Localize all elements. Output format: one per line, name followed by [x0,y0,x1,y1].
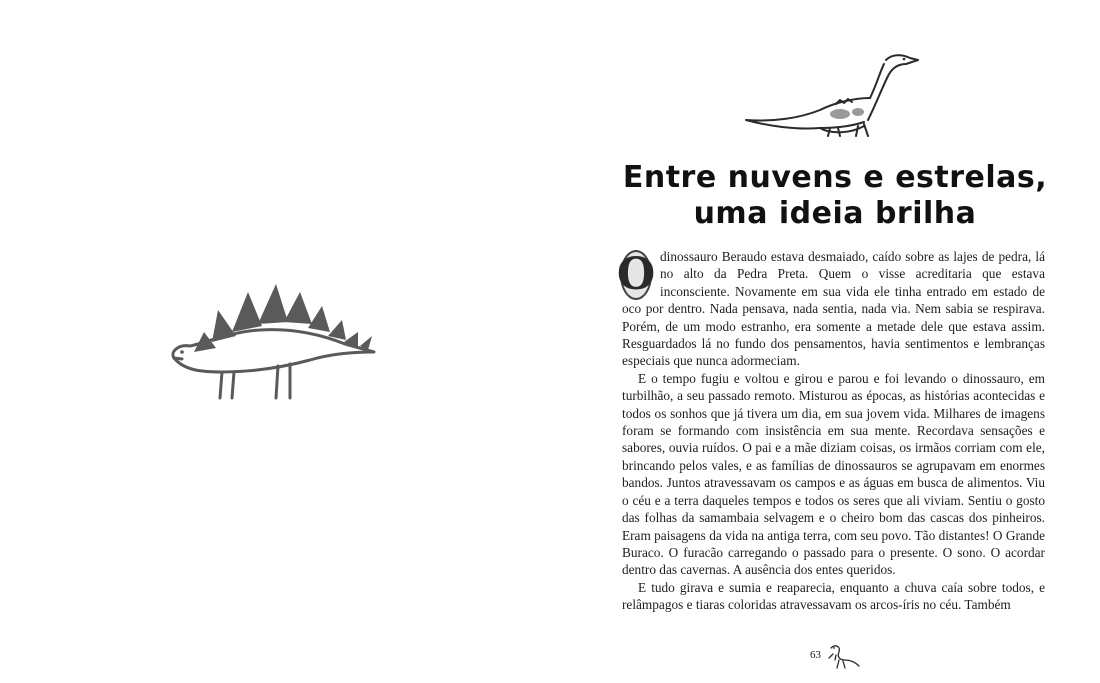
chapter-title [610,160,1060,232]
small-dinosaur-icon [825,640,861,670]
stegosaurus-illustration [160,280,380,405]
chapter-body [616,248,1045,614]
chapter-title-line-2: uma ideia brilha [693,196,977,231]
paragraph-1 [616,248,1045,370]
page-footer [810,638,890,672]
paragraph-3: E tudo girava e sumia e reaparecia, enquanto a chuva caía sobre todos, e relâmpagos e tiaras coloridas atravessavam os arcos-íris no céu. Também [622,579,1045,613]
page-number: 63 [810,649,821,661]
paragraph-2: E o tempo fugiu e voltou e girou e parou e foi levando o dinossauro, em turbilhão, a seu passado remoto. Misturou as épocas, as histórias acontecidas e todos os sonhos que já tivera um dia, em sua jovem vida. Milhares de imagens foram se formando com insistência em sua mente. Recordava sensações e sabores, ouvia ruídos. O pai e a mãe diziam coisas, os irmãos corriam com ele, brincando pelos vales, e as famílias de dinossauros se agrupavam em enormes bandos. Juntos atravessavam os campos e as águas em busca de alimentos. Viu o céu e a terra daqueles tempos e todos os seres que ali viviam. Sentiu o gosto das folhas da samambaia selvagem e o cheiro bom das cascas dos pinheiros. Eram paisagens da vida na antiga terra, com seu povo. Tão distantes! O Grande Buraco. O furacão carregando o passado para o presente. O sono. O acordar dentro das cavernas. A ausência dos entes queridos. [622,370,1045,578]
long-neck-dinosaur-illustration [740,48,920,138]
paragraph-1-text: dinossauro Beraudo estava desmaiado, caído sobre as lajes de pedra, lá no alto da Pedra Preta. Quem o visse acreditaria que estava inconsciente. Novamente em sua vida ele tinha entrado em estado de oco por dentro. Nada pensava, nada sentia, nada via. Nem sabia se respirava. Porém, de um modo estranho, era somente a metade dele que estava assim. Resguardados lá no fundo dos pensamentos, havia sentimentos e lembranças especiais que nunca adormeciam. [622,249,1045,369]
right-page [550,0,1100,683]
chapter-title-line-1: Entre nuvens e estrelas, [622,160,1048,195]
drop-cap: O [616,249,656,300]
